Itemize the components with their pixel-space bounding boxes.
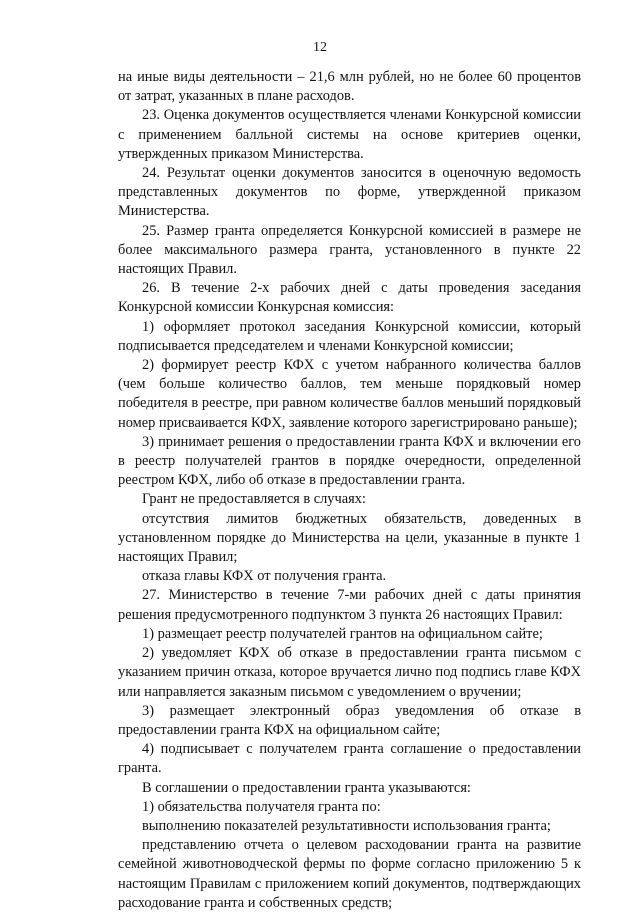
paragraph-refusal-case-1: отсутствия лимитов бюджетных обязательств, доведенных в установленном порядке до Министерства на цели, указанные в пункте 1 настоящих Правил;: [118, 510, 581, 566]
paragraph-agreement-obligation-2: представлению отчета о целевом расходовании гранта на развитие семейной животноводческой фермы по форме согласно приложению 5 к настоящим Правилам с приложением копий документов, подтверждающих расходование гранта и собственных средств;: [118, 837, 581, 911]
paragraph-27-subitem-2: 2) уведомляет КФХ об отказе в предоставлении гранта письмом с указанием причин отказа, которое вручается лично под подпись главе КФХ или направляется заказным письмом с уведомлением о вручении;: [118, 645, 581, 700]
paragraph-26-subitem-2: 2) формирует реестр КФХ с учетом набранного количества баллов (чем больше количество баллов, тем меньше порядковый номер победителя в реестре, при равном количестве баллов меньший порядковый номер присваивается КФХ, заявление которого зарегистрировано раньше);: [118, 357, 581, 431]
paragraph-item-26: 26. В течение 2-х рабочих дней с даты проведения заседания Конкурсной комиссии Конкурсная комиссия:: [118, 280, 581, 316]
paragraph-refusal-cases: Грант не предоставляется в случаях:: [142, 491, 366, 508]
paragraph-27-subitem-3: 3) размещает электронный образ уведомления об отказе в предоставлении гранта КФХ на официальном сайте;: [118, 702, 581, 738]
paragraph-26-subitem-3: 3) принимает решения о предоставлении гранта КФХ и включении его в реестр получателей грантов в порядке очередности, определенной реестром КФХ, либо об отказе в предоставлении гранта.: [118, 433, 581, 489]
page-number: 12: [313, 40, 327, 55]
paragraph-item-27: 27. Министерство в течение 7-ми рабочих дней с даты принятия решения предусмотренного подпунктом 3 пункта 26 настоящих Правил:: [118, 587, 581, 623]
paragraph-item-23: 23. Оценка документов осуществляется членами Конкурсной комиссии с применением балльной системы на основе критериев оценки, утвержденных приказом Министерства.: [118, 107, 581, 162]
paragraph-26-subitem-1: 1) оформляет протокол заседания Конкурсной комиссии, который подписывается председателем и членами Конкурсной комиссии;: [118, 318, 581, 354]
paragraph-agreement-intro: В соглашении о предоставлении гранта указываются:: [142, 779, 471, 796]
paragraph-refusal-case-2: отказа главы КФХ от получения гранта.: [142, 568, 387, 585]
paragraph-27-subitem-4: 4) подписывает с получателем гранта соглашение о предоставлении гранта.: [118, 741, 581, 777]
paragraph-27-subitem-1: 1) размещает реестр получателей грантов на официальном сайте;: [142, 625, 543, 642]
document-body: [118, 68, 581, 913]
paragraph-agreement-obligation-1: выполнению показателей результативности использования гранта;: [142, 817, 551, 834]
paragraph-continuation: на иные виды деятельности – 21,6 млн рублей, но не более 60 процентов от затрат, указанных в плане расходов.: [118, 69, 581, 105]
paragraph-item-25: 25. Размер гранта определяется Конкурсной комиссией в размере не более максимального размера гранта, установленного в пункте 22 настоящих Правил.: [118, 222, 581, 278]
paragraph-agreement-item-1: 1) обязательства получателя гранта по:: [142, 798, 381, 815]
paragraph-item-24: 24. Результат оценки документов заносится в оценочную ведомость представленных документов по форме, утвержденной приказом Министерства.: [118, 165, 581, 220]
